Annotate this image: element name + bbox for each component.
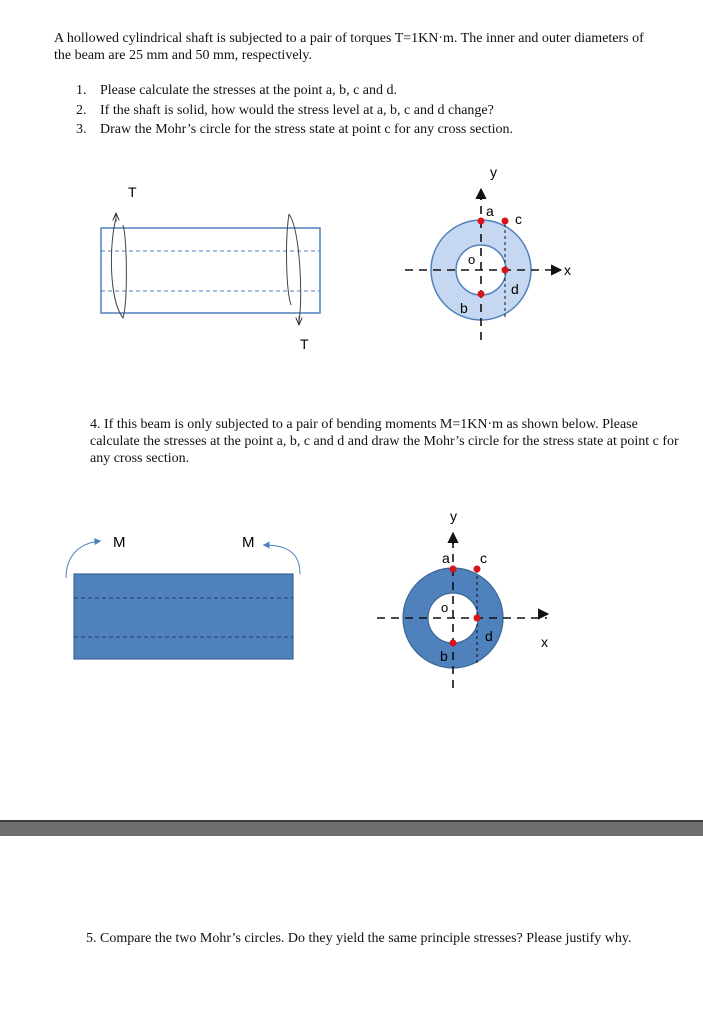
point-c-marker <box>474 566 481 573</box>
question-2: 2. If the shaft is solid, how would the stress level at a, b, c and d change? <box>76 102 494 118</box>
right-moment-arrow <box>264 545 300 574</box>
question-4: 4. If this beam is only subjected to a pair of bending moments M=1KN·m as shown below. Please calculate the stresses at the point a, b, c and d and draw the Mohr’s circle for the stress state at point c for any cross section. <box>90 417 679 466</box>
left-moment-arrow <box>66 541 100 578</box>
label-c: c <box>515 211 522 227</box>
label-c: c <box>480 550 487 566</box>
label-d: d <box>485 628 493 644</box>
question-5: 5. Compare the two Mohr’s circles. Do they yield the same principle stresses? Please justify why. <box>86 931 632 946</box>
question-1: 1. Please calculate the stresses at the point a, b, c and d. <box>76 83 398 98</box>
label-x: x <box>564 262 571 278</box>
label-o: o <box>468 252 476 267</box>
label-o: o <box>441 600 449 615</box>
beam-side-view <box>66 534 300 659</box>
moment-label-right: M <box>242 534 255 551</box>
label-y: y <box>450 508 457 524</box>
torque-label-left: T <box>128 184 137 200</box>
point-a-marker <box>450 566 457 573</box>
label-d: d <box>511 281 519 297</box>
label-y: y <box>490 164 497 180</box>
page-divider <box>0 820 703 836</box>
bending-cross-section <box>377 508 548 688</box>
label-x: x <box>541 634 548 650</box>
label-a: a <box>486 203 494 219</box>
label-b: b <box>440 648 448 664</box>
torque-label-right: T <box>300 336 309 352</box>
intro-paragraph: A hollowed cylindrical shaft is subjected to a pair of torques T=1KN·m. The inner and outer diameters of the beam are 25 mm and 50 mm, respectively. <box>54 31 644 63</box>
label-b: b <box>460 300 468 316</box>
beam-body <box>74 574 293 659</box>
point-d-marker <box>474 615 481 622</box>
moment-label-left: M <box>113 534 126 551</box>
label-a: a <box>442 550 450 566</box>
point-b-marker <box>450 640 457 647</box>
question-3: 3. Draw the Mohr’s circle for the stress state at point c for any cross section. <box>76 122 514 137</box>
